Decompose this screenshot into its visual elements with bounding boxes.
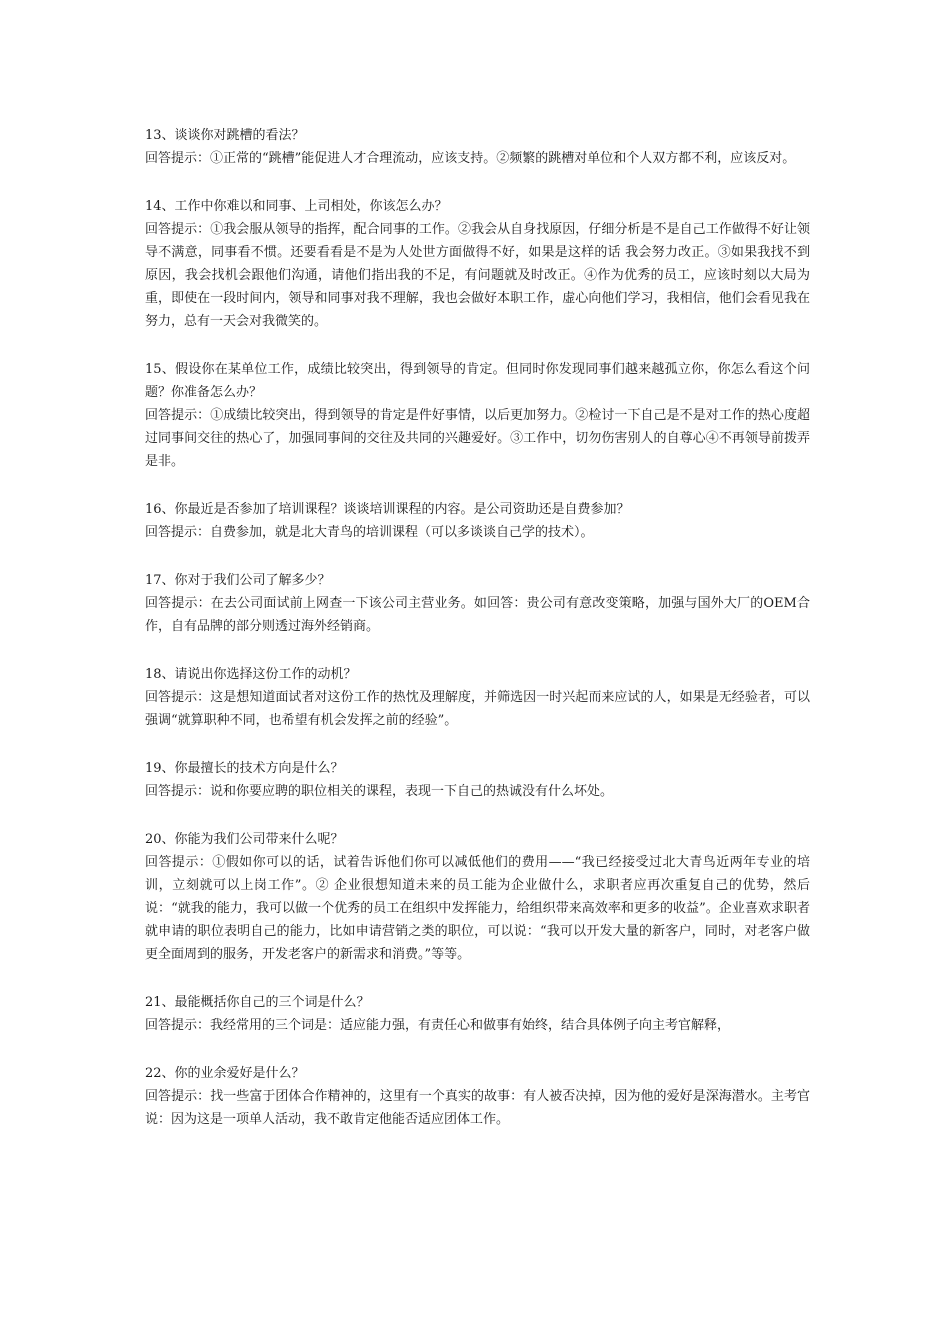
answer: 回答提示：自费参加，就是北大青鸟的培训课程（可以多谈谈自己学的技术）。 [145,525,594,540]
qa-item-20 [145,828,810,966]
question: 15、假设你在某单位工作，成绩比较突出，得到领导的肯定。但同时你发现同事们越来越孤立你，你怎么看这个问题？你准备怎么办？ [145,362,810,400]
qa-item-21 [145,991,810,1037]
question: 13、谈谈你对跳槽的看法？ [145,128,305,143]
answer: 回答提示：①成绩比较突出，得到领导的肯定是件好事情，以后更加努力。②检讨一下自己是不是对工作的热心度超过同事间交往的热心了，加强同事间的交往及共同的兴趣爱好。③工作中，切勿伤害别人的自尊心④不再领导前拨弄是非。 [145,408,810,469]
qa-item-14 [145,195,810,333]
question: 16、你最近是否参加了培训课程？谈谈培训课程的内容。是公司资助还是自费参加？ [145,502,630,517]
answer: 回答提示：①正常的“跳槽”能促进人才合理流动，应该支持。②频繁的跳槽对单位和个人双方都不利，应该反对。 [145,151,796,166]
question: 21、最能概括你自己的三个词是什么？ [145,995,370,1010]
answer: 回答提示：我经常用的三个词是：适应能力强，有责任心和做事有始终，结合具体例子向主考官解释， [145,1018,731,1033]
qa-item-13 [145,124,810,170]
answer: 回答提示：这是想知道面试者对这份工作的热忱及理解度，并筛选因一时兴起而来应试的人，如果是无经验者，可以强调“就算职种不同，也希望有机会发挥之前的经验”。 [145,690,810,728]
qa-item-16 [145,498,810,544]
question: 14、工作中你难以和同事、上司相处，你该怎么办？ [145,199,448,214]
question: 18、请说出你选择这份工作的动机？ [145,667,357,682]
answer: 回答提示：①假如你可以的话，试着告诉他们你可以减低他们的费用——“我已经接受过北大青鸟近两年专业的培训，立刻就可以上岗工作”。② 企业很想知道未来的员工能为企业做什么，求职者应再次重复自己的优势，然后说：“就我的能力，我可以做一个优秀的员工在组织中发挥能力，给组织带来高效率和更多的收益”。企业喜欢求职者就申请的职位表明自己的能力，比如申请营销之类的职位，可以说：“我可以开发大量的新客户，同时，对老客户做更全面周到的服务，开发老客户的新需求和消费。”等等。 [145,855,810,962]
qa-item-17 [145,569,810,638]
question: 17、你对于我们公司了解多少？ [145,573,331,588]
answer: 回答提示：在去公司面试前上网查一下该公司主营业务。如回答：贵公司有意改变策略，加强与国外大厂的OEM合作，自有品牌的部分则透过海外经销商。 [145,596,810,634]
qa-item-22 [145,1062,810,1131]
question: 20、你能为我们公司带来什么呢？ [145,832,344,847]
qa-item-19 [145,757,810,803]
answer: 回答提示：找一些富于团体合作精神的，这里有一个真实的故事：有人被否决掉，因为他的爱好是深海潜水。主考官说：因为这是一项单人活动，我不敢肯定他能否适应团体工作。 [145,1089,810,1127]
answer: 回答提示：说和你要应聘的职位相关的课程，表现一下自己的热诚没有什么坏处。 [145,784,614,799]
answer: 回答提示：①我会服从领导的指挥，配合同事的工作。②我会从自身找原因，仔细分析是不是自己工作做得不好让领导不满意，同事看不惯。还要看看是不是为人处世方面做得不好，如果是这样的话 我会努力改正。③如果我找不到原因，我会找机会跟他们沟通，请他们指出我的不足，有问题就及时改正。④作为优秀的员工，应该时刻以大局为重，即使在一段时间内，领导和同事对我不理解，我也会做好本职工作，虚心向他们学习，我相信，他们会看见我在努力，总有一天会对我微笑的。 [145,222,810,329]
document-page [145,124,810,1156]
qa-item-18 [145,663,810,732]
qa-item-15 [145,358,810,473]
question: 19、你最擅长的技术方向是什么？ [145,761,344,776]
question: 22、你的业余爱好是什么？ [145,1066,305,1081]
